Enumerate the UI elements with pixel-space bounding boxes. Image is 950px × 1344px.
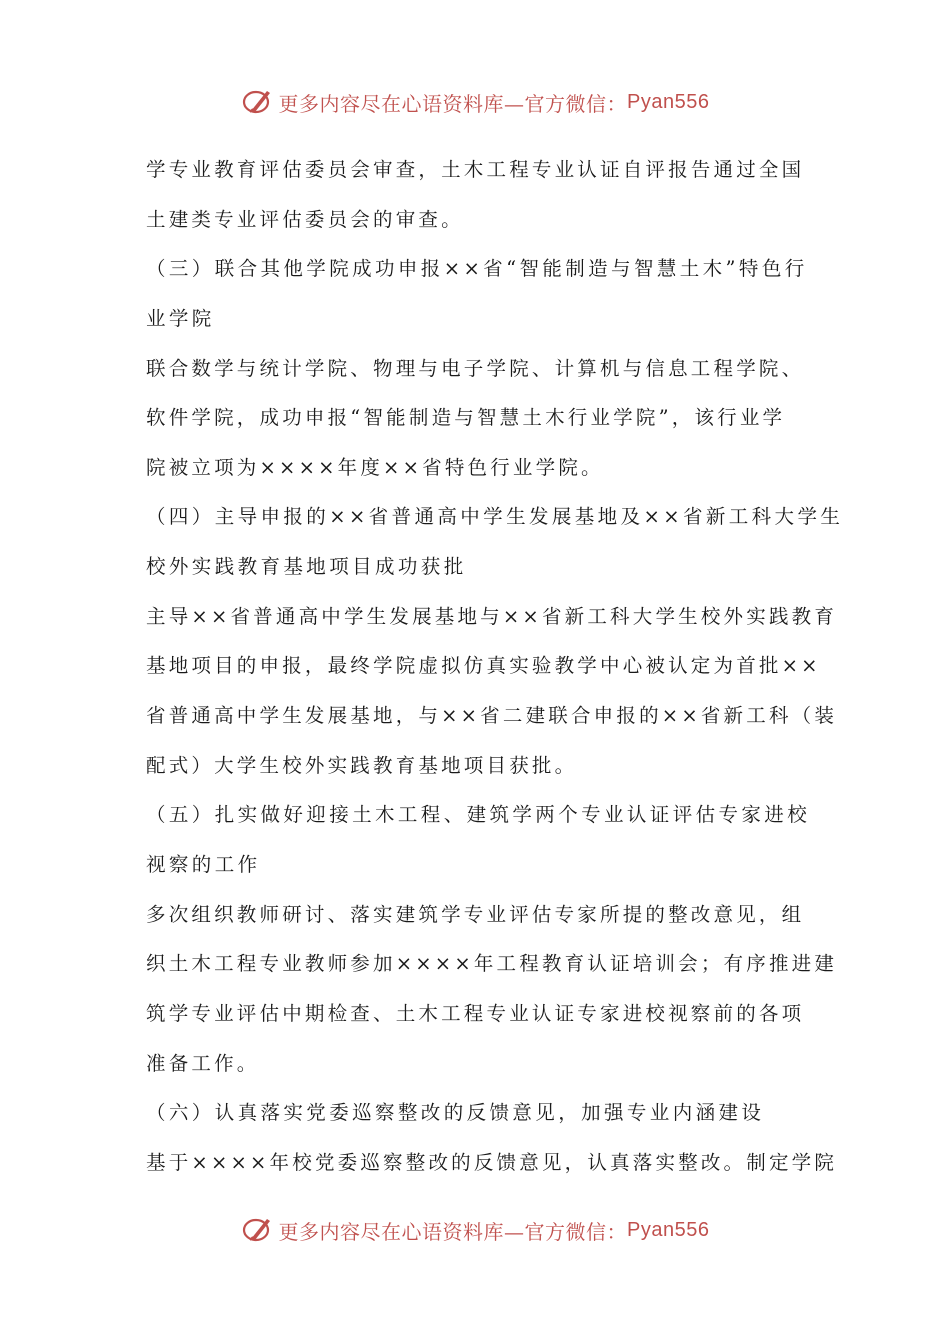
footer-watermark (0, 1210, 950, 1250)
text-line: 准备工作。 (146, 1051, 260, 1075)
watermark-account: Pyan556 (627, 90, 710, 113)
text-line: 土建类专业评估委员会的审查。 (146, 207, 464, 231)
section-heading: （三）联合其他学院成功申报××省“智能制造与智慧土木”特色行 (146, 257, 808, 281)
section-heading: （五）扎实做好迎接土木工程、建筑学两个专业认证评估专家进校 (146, 803, 811, 827)
section-heading: 视察的工作 (146, 852, 261, 876)
section-heading: 业学院 (146, 306, 215, 330)
text-line: 主导××省普通高中学生发展基地与××省新工科大学生校外实践教育 (146, 604, 838, 628)
text-line: 多次组织教师研讨、落实建筑学专业评估专家所提的整改意见，组 (146, 902, 805, 926)
header-watermark (0, 82, 950, 122)
quill-logo-icon (241, 85, 275, 119)
text-line: 省普通高中学生发展基地，与××省二建联合申报的××省新工科（装 (146, 704, 838, 728)
text-line: 织土木工程专业教师参加××××年工程教育认证培训会；有序推进建 (146, 952, 838, 976)
section-heading: （六）认真落实党委巡察整改的反馈意见，加强专业内涵建设 (146, 1101, 765, 1125)
text-line: 基于××××年校党委巡察整改的反馈意见，认真落实整改。制定学院 (146, 1150, 838, 1174)
section-heading: 校外实践教育基地项目成功获批 (146, 555, 467, 579)
text-line: 筑学专业评估中期检查、土木工程专业认证专家进校视察前的各项 (146, 1001, 805, 1025)
watermark-text: 更多内容尽在心语资料库—官方微信： (278, 1219, 628, 1244)
section-heading: （四）主导申报的××省普通高中学生发展基地及××省新工科大学生 (146, 505, 844, 529)
text-line: 配式）大学生校外实践教育基地项目获批。 (146, 753, 578, 777)
watermark-account: Pyan556 (627, 1218, 710, 1241)
document-body (146, 145, 844, 1187)
text-line: 联合数学与统计学院、物理与电子学院、计算机与信息工程学院、 (146, 356, 805, 380)
watermark-text: 更多内容尽在心语资料库—官方微信： (278, 91, 628, 116)
text-line: 学专业教育评估委员会审查，土木工程专业认证自评报告通过全国 (146, 158, 805, 181)
text-line: 软件学院，成功申报“智能制造与智慧土木行业学院”，该行业学 (146, 406, 786, 430)
text-line: 基地项目的申报，最终学院虚拟仿真实验教学中心被认定为首批×× (146, 654, 821, 678)
text-line: 院被立项为××××年度××省特色行业学院。 (146, 455, 604, 479)
quill-logo-icon (241, 1213, 275, 1247)
